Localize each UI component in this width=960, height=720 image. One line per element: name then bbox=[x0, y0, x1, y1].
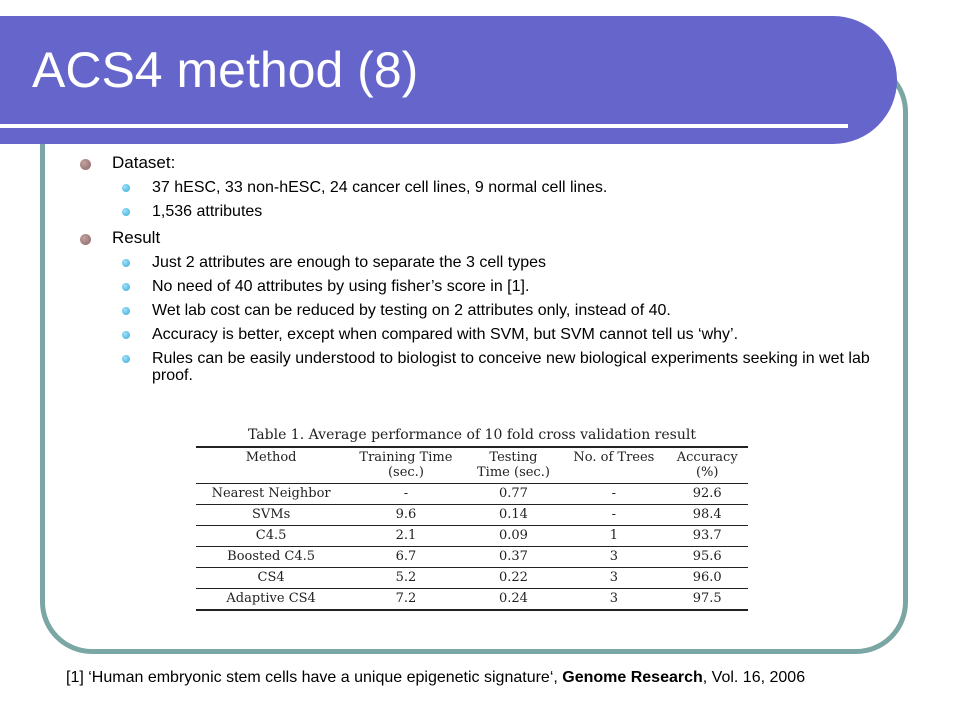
cell-no-of-trees: 3 bbox=[609, 591, 619, 606]
table-row bbox=[196, 568, 748, 589]
header-line: (%) bbox=[695, 465, 719, 480]
table-header-row bbox=[196, 447, 748, 484]
table-caption: Table 1. Average performance of 10 fold cross validation result bbox=[248, 427, 696, 443]
cell-no-of-trees: 3 bbox=[561, 547, 666, 568]
header-line: Method bbox=[245, 450, 297, 465]
sub-bullet bbox=[112, 278, 895, 295]
sub-bullet-dot-icon bbox=[122, 307, 130, 315]
col-header-training-time bbox=[346, 447, 465, 484]
sub-bullet bbox=[112, 350, 895, 384]
cell-training-time: 7.2 bbox=[395, 591, 417, 606]
bullet-result bbox=[80, 227, 895, 384]
col-header-no-of-trees bbox=[561, 447, 666, 484]
cell-method: SVMs bbox=[196, 505, 346, 526]
sub-bullet bbox=[112, 203, 895, 220]
cell-training-time: 2.1 bbox=[346, 526, 465, 547]
cell-accuracy: 92.6 bbox=[666, 484, 748, 505]
cell-testing-time: 0.14 bbox=[466, 505, 562, 526]
sub-bullet-text: Just 2 attributes are enough to separate the 3 cell types bbox=[152, 254, 547, 271]
header-line: Time (sec.) bbox=[477, 465, 550, 480]
cell-method: C4.5 bbox=[196, 526, 346, 547]
cell-no-of-trees: - bbox=[561, 505, 666, 526]
sub-bullet-dot-icon bbox=[122, 331, 130, 339]
cell-training-time: - bbox=[346, 484, 465, 505]
bullet-label: Result bbox=[112, 228, 161, 247]
sub-bullet-text: 1,536 attributes bbox=[152, 203, 263, 220]
col-header-method bbox=[196, 447, 346, 484]
sub-bullet-text: 37 hESC, 33 non-hESC, 24 cancer cell lines, 9 normal cell lines. bbox=[152, 179, 608, 196]
table-row bbox=[196, 547, 748, 568]
table-row bbox=[196, 505, 748, 526]
cell-training-time: 5.2 bbox=[346, 568, 465, 589]
sub-bullet-text: Rules can be easily understood to biologist to conceive new biological experiments seeking in wet lab proof. bbox=[152, 350, 870, 384]
sub-bullet-text: No need of 40 attributes by using fisher’s score in [1]. bbox=[152, 278, 530, 295]
sub-bullet-dot-icon bbox=[122, 184, 130, 192]
footnote bbox=[66, 668, 805, 688]
cell-no-of-trees: 3 bbox=[561, 568, 666, 589]
sub-bullet-dot-icon bbox=[122, 208, 130, 216]
cell-testing-time: 0.22 bbox=[466, 568, 562, 589]
bullet-label: Dataset: bbox=[112, 153, 176, 172]
cell-testing-time: 0.09 bbox=[466, 526, 562, 547]
sub-bullet-list bbox=[112, 254, 895, 384]
cell-method: CS4 bbox=[196, 568, 346, 589]
cell-accuracy: 95.6 bbox=[666, 547, 748, 568]
cell-testing-time: 0.77 bbox=[466, 484, 562, 505]
cell-training-time: 9.6 bbox=[346, 505, 465, 526]
cell-method: Boosted C4.5 bbox=[196, 547, 346, 568]
header-line: Training Time bbox=[359, 450, 453, 465]
header-line: (sec.) bbox=[387, 465, 424, 480]
table-row bbox=[196, 526, 748, 547]
sub-bullet bbox=[112, 254, 895, 271]
title-underline bbox=[0, 124, 848, 128]
cell-accuracy: 98.4 bbox=[666, 505, 748, 526]
footnote-suffix: , Vol. 16, 2006 bbox=[702, 669, 806, 686]
sub-bullet bbox=[112, 302, 895, 319]
results-table-figure bbox=[196, 426, 748, 611]
cell-accuracy: 93.7 bbox=[666, 526, 748, 547]
cell-no-of-trees: 1 bbox=[561, 526, 666, 547]
cell-training-time: 6.7 bbox=[346, 547, 465, 568]
footnote-journal: Genome Research bbox=[562, 669, 703, 686]
bullet-list bbox=[80, 152, 895, 391]
col-header-accuracy bbox=[666, 447, 748, 484]
header-line: Testing bbox=[489, 450, 538, 465]
sub-bullet-text: Wet lab cost can be reduced by testing on 2 attributes only, instead of 40. bbox=[152, 302, 671, 319]
slide-title: ACS4 method (8) bbox=[32, 42, 419, 98]
cell-no-of-trees: - bbox=[561, 484, 666, 505]
results-table bbox=[196, 446, 748, 611]
header-line: Accuracy bbox=[676, 450, 738, 465]
cell-accuracy: 96.0 bbox=[666, 568, 748, 589]
sub-bullet-dot-icon bbox=[122, 355, 130, 363]
sub-bullet-text: Accuracy is better, except when compared with SVM, but SVM cannot tell us ‘why’. bbox=[152, 326, 739, 343]
bullet-dataset bbox=[80, 152, 895, 220]
sub-bullet-list bbox=[112, 179, 895, 220]
cell-method: Adaptive CS4 bbox=[226, 591, 316, 606]
sub-bullet-dot-icon bbox=[122, 259, 130, 267]
col-header-testing-time bbox=[466, 447, 562, 484]
bullet-dot-icon bbox=[80, 234, 91, 245]
sub-bullet bbox=[112, 179, 895, 196]
header-line: No. of Trees bbox=[573, 450, 655, 465]
bullet-dot-icon bbox=[80, 159, 91, 170]
table-row bbox=[196, 484, 748, 505]
sub-bullet bbox=[112, 326, 895, 343]
cell-accuracy: 97.5 bbox=[692, 591, 722, 606]
cell-method: Nearest Neighbor bbox=[196, 484, 346, 505]
table-row bbox=[196, 589, 748, 611]
sub-bullet-dot-icon bbox=[122, 283, 130, 291]
footnote-prefix: [1] ‘Human embryonic stem cells have a unique epigenetic signature‘, bbox=[66, 669, 563, 686]
cell-testing-time: 0.24 bbox=[498, 591, 528, 606]
cell-testing-time: 0.37 bbox=[466, 547, 562, 568]
